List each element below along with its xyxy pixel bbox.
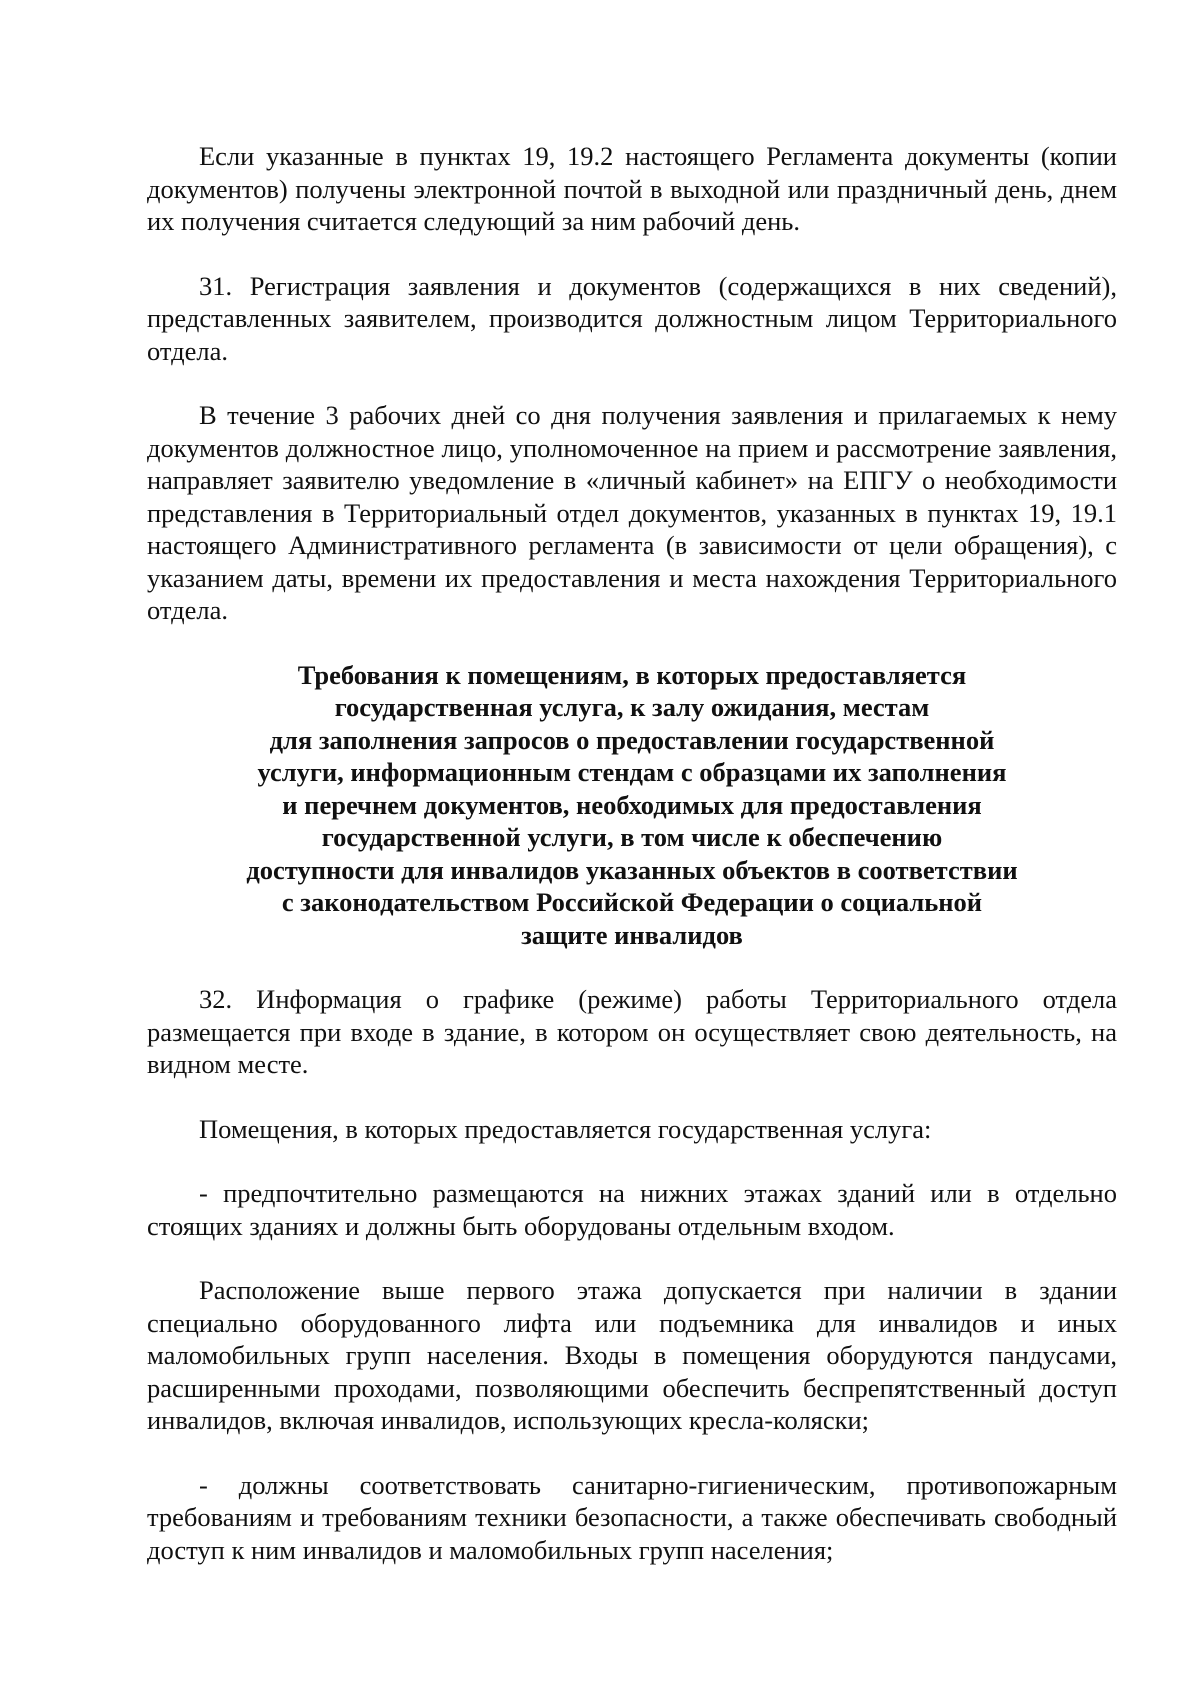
paragraph-above-first-floor: Расположение выше первого этажа допускается при наличии в здании специально оборудованного лифта или подъемника для инвалидов и иных маломобильных групп населения. Входы в помещения оборудуются пандусами, расширенными проходами, позволяющими обеспечить беспрепятственный доступ инвалидов, включая инвалидов, использующих кресла-коляски; [147, 1275, 1117, 1435]
heading-line: государственная услуга, к залу ожидания, местам [334, 692, 930, 722]
heading-line: услуги, информационным стендам с образцами их заполнения [257, 757, 1007, 787]
section-heading-premises-requirements [147, 659, 1117, 952]
paragraph-sanitary-requirements: - должны соответствовать санитарно-гигиеническим, противопожарным требованиям и требованиям техники безопасности, а также обеспечивать свободный доступ к ним инвалидов и маломобильных групп населения; [147, 1469, 1117, 1565]
heading-line: защите инвалидов [521, 919, 743, 950]
heading-line: доступности для инвалидов указанных объектов в соответствии [246, 854, 1018, 885]
paragraph-32-schedule-info: 32. Информация о графике (режиме) работы Территориального отдела размещается при входе в здание, в котором он осуществляет свою деятельность, на видном месте. [147, 984, 1117, 1079]
paragraph-lower-floors: - предпочтительно размещаются на нижних этажах зданий или в отдельно стоящих зданиях и должны быть оборудованы отдельным входом. [147, 1178, 1117, 1241]
heading-line: для заполнения запросов о предоставлении государственной [269, 724, 995, 755]
heading-line: и перечнем документов, необходимых для предоставления [282, 789, 982, 820]
heading-line: с законодательством Российской Федерации о социальной [281, 887, 983, 917]
paragraph-premises-intro: Помещения, в которых предоставляется государственная услуга: [199, 1113, 932, 1144]
paragraph-notification-3-days: В течение 3 рабочих дней со дня получения заявления и прилагаемых к нему документов должностное лицо, уполномоченное на прием и рассмотрение заявления, направляет заявителю уведомление в «личный кабинет» на ЕПГУ о необходимости представления в Территориальный отдел документов, указанных в пунктах 19, 19.1 настоящего Административного регламента (в зависимости от цели обращения), с указанием даты, времени их предоставления и места нахождения Территориального отдела. [147, 400, 1117, 625]
document-page [147, 140, 1117, 1598]
paragraph-email-documents-receipt: Если указанные в пунктах 19, 19.2 настоящего Регламента документы (копии документов) получены электронной почтой в выходной или праздничный день, днем их получения считается следующий за ним рабочий день. [147, 141, 1117, 236]
paragraph-31-registration: 31. Регистрация заявления и документов (содержащихся в них сведений), представленных заявителем, производится должностным лицом Территориального отдела. [147, 270, 1117, 366]
heading-line: Требования к помещениям, в которых предоставляется [297, 659, 967, 690]
heading-line: государственной услуги, в том числе к обеспечению [321, 822, 943, 852]
